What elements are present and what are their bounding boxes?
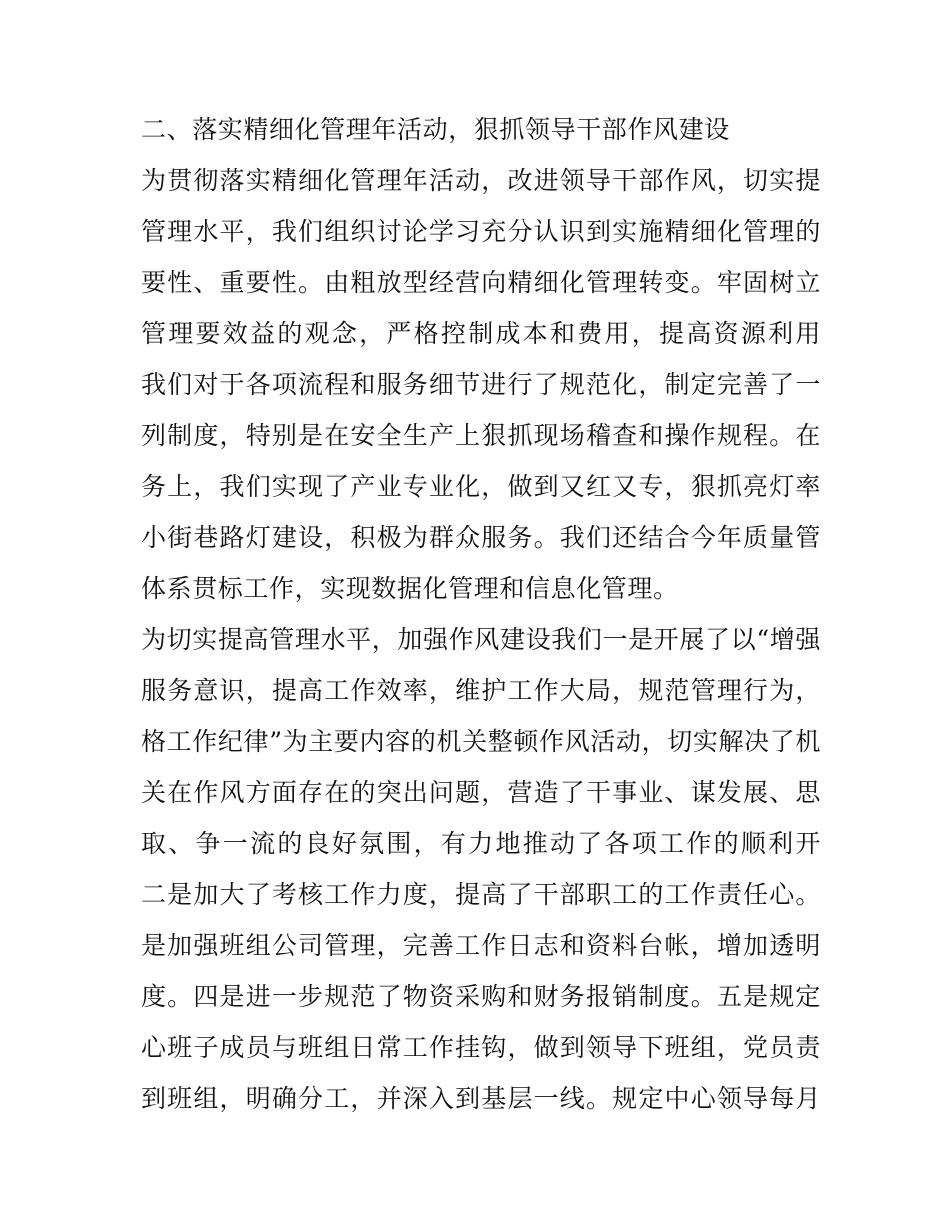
paragraph-2-line: 心班子成员与班组日常工作挂钩，做到领导下班组，党员责: [141, 1033, 821, 1062]
paragraph-2-line: 取、争一流的良好氛围，有力地推动了各项工作的顺利开: [141, 829, 821, 858]
paragraph-1-line: 管理要效益的观念，严格控制成本和费用，提高资源利用: [141, 319, 821, 348]
paragraph-1-line: 小街巷路灯建设，积极为群众服务。我们还结合今年质量管: [141, 523, 821, 552]
paragraph-1-line-last: 体系贯标工作，实现数据化管理和信息化管理。: [141, 574, 679, 603]
paragraph-2-line: 二是加大了考核工作力度，提高了干部职工的工作责任心。: [141, 880, 821, 909]
paragraph-2-line: 是加强班组公司管理，完善工作日志和资料台帐，增加透明: [141, 931, 821, 960]
paragraph-1-line: 管理水平，我们组织讨论学习充分认识到实施精细化管理的: [141, 217, 821, 246]
paragraph-1-line: 我们对于各项流程和服务细节进行了规范化，制定完善了一: [141, 370, 821, 399]
paragraph-2-line: 到班组，明确分工，并深入到基层一线。规定中心领导每月: [141, 1084, 821, 1113]
paragraph-1-line: 列制度，特别是在安全生产上狠抓现场稽查和操作规程。在: [141, 421, 821, 450]
paragraph-2-line: 服务意识，提高工作效率，维护工作大局，规范管理行为，: [141, 676, 821, 705]
paragraph-1-line: 要性、重要性。由粗放型经营向精细化管理转变。牢固树立: [141, 268, 821, 297]
paragraph-1-line: 务上，我们实现了产业专业化，做到又红又专，狠抓亮灯率: [141, 472, 821, 501]
paragraph-2-line: 为切实提高管理水平，加强作风建设我们一是开展了以“增强: [141, 625, 821, 654]
paragraph-2-line: 格工作纪律”为主要内容的机关整顿作风活动，切实解决了机: [141, 727, 821, 756]
paragraph-2-line: 度。四是进一步规范了物资采购和财务报销制度。五是规定: [141, 982, 821, 1011]
section-heading: 二、落实精细化管理年活动，狠抓领导干部作风建设: [141, 115, 730, 144]
paragraph-2-line: 关在作风方面存在的突出问题，营造了干事业、谋发展、思: [141, 778, 821, 807]
paragraph-1-line: 为贯彻落实精细化管理年活动，改进领导干部作风，切实提: [141, 166, 821, 195]
